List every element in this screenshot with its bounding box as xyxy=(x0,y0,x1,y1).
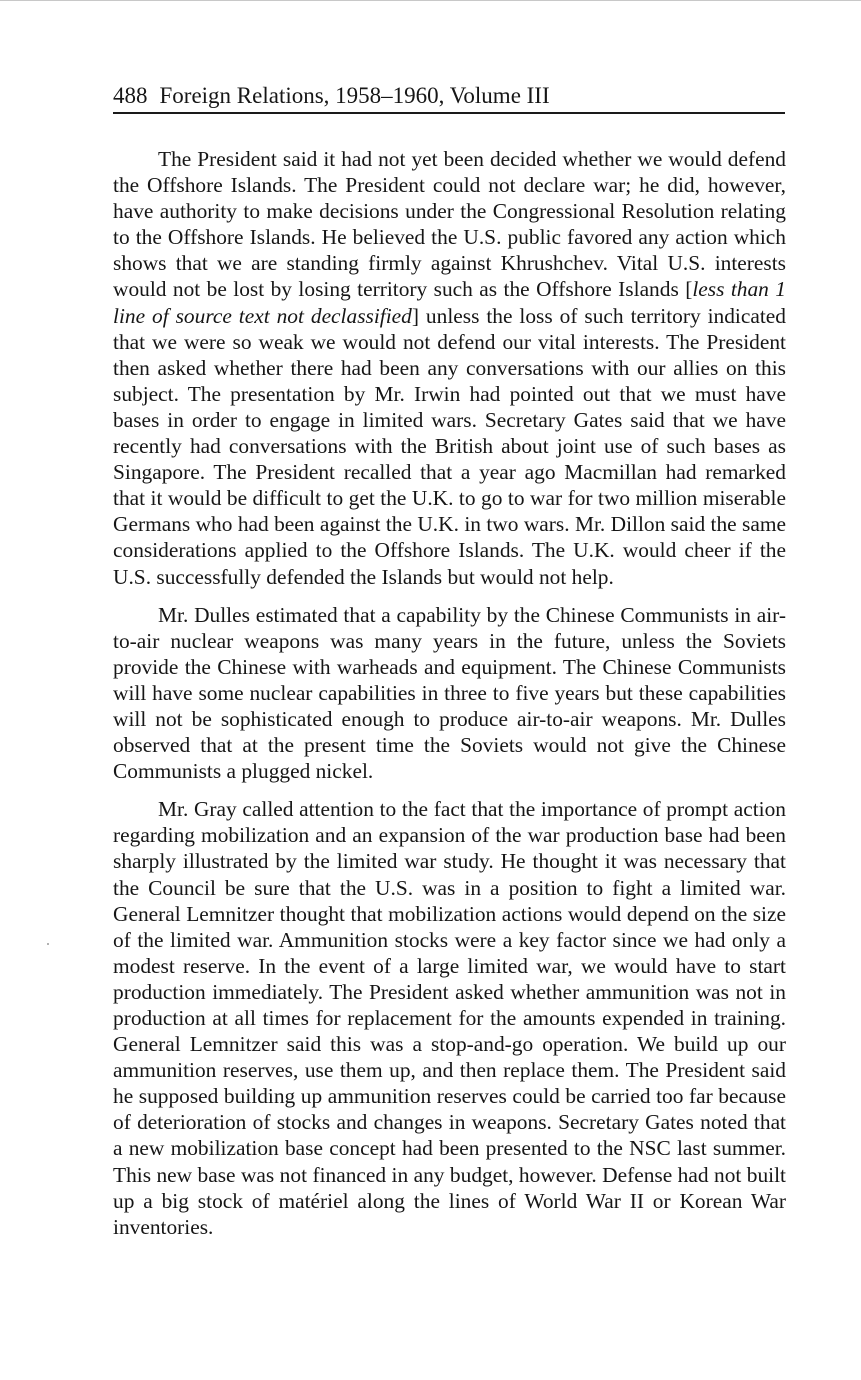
scan-speck xyxy=(47,943,49,945)
page-top-edge xyxy=(0,0,861,1)
paragraph-1-text-before-bracket: The President said it had not yet been decided whether we would defend the Offshore Islands. The President could not declare war; he did, however, have authority to make decisions under the Congressional Resolution relating to the Offshore Islands. He believed the U.S. public favored any action which shows that we are standing firmly against Khrushchev. Vital U.S. interests would not be lost by losing territory such as the Offshore Islands [ xyxy=(113,147,786,302)
paragraph-dulles-nuclear-capability: Mr. Dulles estimated that a capability by the Chinese Communists in air-to-air nuclear weapons was many years in the future, unless the Soviets provide the Chinese with warheads and equipment. The Chinese Communists will have some nuclear capabilities in three to five years but these capabilities will not be sophisticated enough to produce air-to-air weapons. Mr. Dulles observed that at the present time the Soviets would not give the Chinese Communists a plugged nickel. xyxy=(113,602,786,784)
declassification-note: less than 1 line of source text not declassified xyxy=(113,277,786,328)
paragraph-1-text-after-bracket: ] unless the loss of such territory indicated that we were so weak we would not defend our vital interests. The President then asked whether there had been any conversations with our allies on this subject. The presentation by Mr. Irwin had pointed out that we must have bases in order to engage in limited wars. Secretary Gates said that we have recently had conversations with the British about joint use of such bases as Singapore. The President recalled that a year ago Macmillan had remarked that it would be difficult to get the U.K. to go to war for two million miserable Germans who had been against the U.K. in two wars. Mr. Dillon said the same considerations applied to the Offshore Islands. The U.K. would cheer if the U.S. successfully defended the Islands but would not help. xyxy=(113,303,786,589)
document-body xyxy=(113,146,786,1240)
running-header xyxy=(113,80,785,114)
paragraph-gray-mobilization: Mr. Gray called attention to the fact that the importance of prompt action regarding mobilization and an expansion of the war production base had been sharply illustrated by the limited war study. He thought it was necessary that the Council be sure that the U.S. was in a position to fight a limited war. General Lemnitzer thought that mobilization actions would depend on the size of the limited war. Ammunition stocks were a key factor since we had only a modest reserve. In the event of a large limited war, we would have to start production immediately. The President asked whether ammunition was not in production at all times for replacement for the amounts expended in training. General Lemnitzer said this was a stop-and-go operation. We build up our ammunition reserves, use them up, and then replace them. The President said he supposed building up ammunition reserves could be carried too far because of deterioration of stocks and changes in weapons. Secretary Gates noted that a new mobilization base concept had been presented to the NSC last summer. This new base was not financed in any budget, however. Defense had not built up a big stock of matériel along the lines of World War II or Korean War inventories. xyxy=(113,797,786,1239)
volume-title: Foreign Relations, 1958–1960, Volume III xyxy=(159,83,550,108)
page-number: 488 xyxy=(113,83,148,108)
paragraph-president-offshore-islands xyxy=(113,146,786,590)
